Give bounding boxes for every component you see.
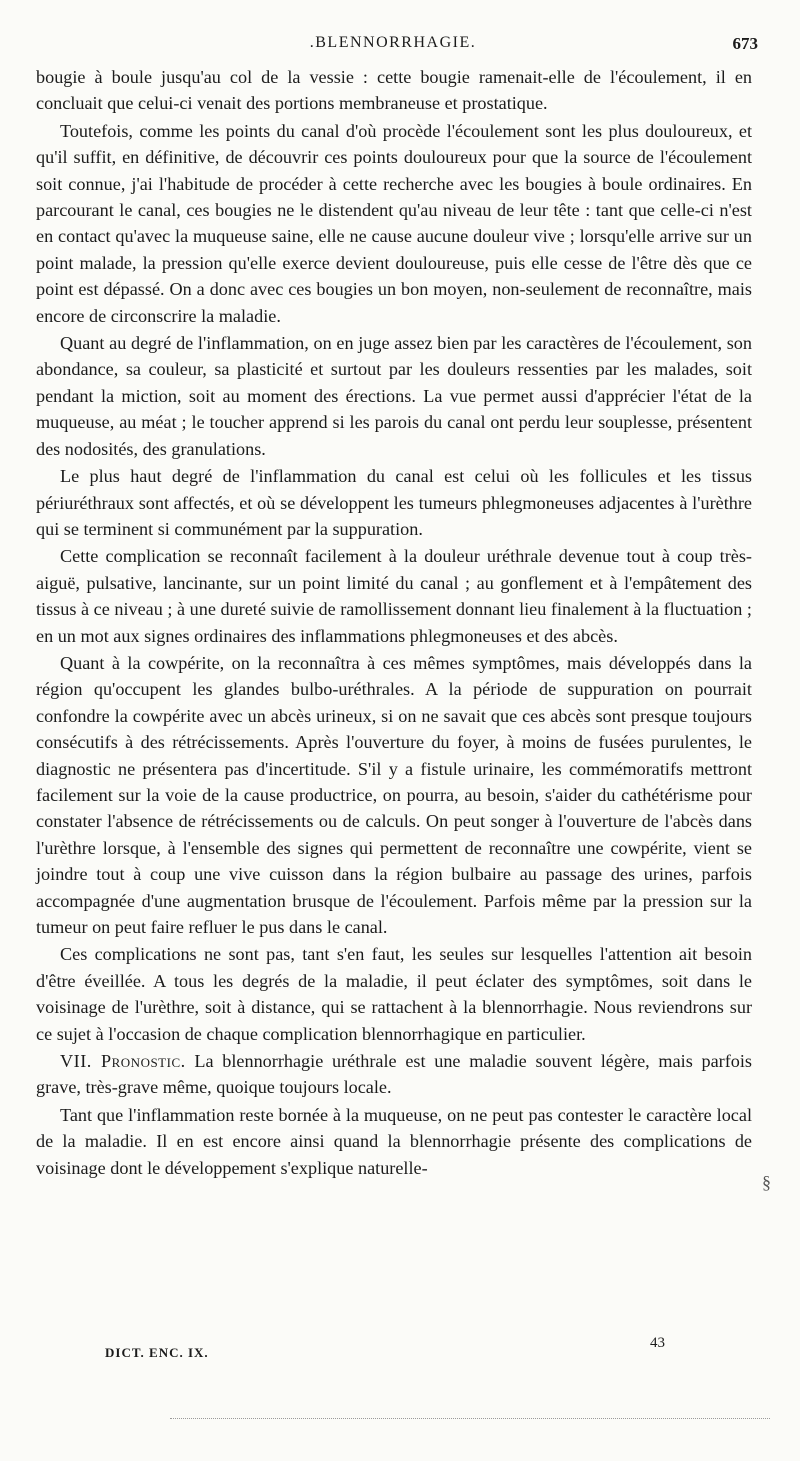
- page-number: 673: [732, 34, 758, 53]
- paragraph-continuation: bougie à boule jusqu'au col de la vessie : cette bougie ramenait-elle de l'écoulement, il en concluait que celui-ci venait des portions membraneuse et prostatique.: [36, 67, 752, 114]
- signature-number: 43: [650, 1335, 665, 1351]
- scan-noise-line: [170, 1418, 770, 1419]
- margin-mark: §: [762, 1172, 771, 1192]
- paragraph-tant-que: Tant que l'inflammation reste bornée à la muqueuse, on ne peut pas contester le caractère local de la maladie. Il en est encore ainsi quand la blennorrhagie présente des complications de voisinage dont le développement s'explique naturelle-: [36, 1104, 752, 1178]
- paragraph-cowperite: Quant à la cowpérite, on la reconnaîtra à ces mêmes symptômes, mais développés dans la région qu'occupent les glandes bulbo-uréthrales. A la période de suppuration on pourrait confondre la cowpérite avec un abcès urineux, si on ne savait que ces abcès sont presque toujours consécutifs à des rétrécissements. Après l'ouverture du foyer, à moins de fusées purulentes, le diagnostic ne présentera pas d'incertitude. S'il y a fistule urinaire, les commémoratifs mettront facilement sur la voie de la cause productrice, on pourra, au besoin, s'aider du cathétérisme pour constater l'absence de rétrécissements ou de calculs. On peut songer à l'ouverture de l'abcès dans l'urèthre lorsque, à l'ensemble des signes qui permettent de reconnaître une cowpérite, vient se joindre tout à coup une vive cuisson dans la région bulbaire au passage des urines, parfois accompagnée d'une augmentation brusque de l'écoulement. Parfois même par la pression sur la tumeur on peut faire refluer le pus dans le canal.: [36, 652, 752, 937]
- section-heading-pronostic: VII. Pronostic.: [60, 1051, 186, 1072]
- paragraph-complication: Cette complication se reconnaît facilement à la douleur uréthrale devenue tout à coup très-aiguë, pulsative, lancinante, sur un point limité du canal ; au gonflement et à l'empâtement des tissus à ce niveau ; à une dureté suivie de ramollissement donnant lieu finalement à la fluctuation ; en un mot aux signes ordinaires des inflammations phlegmoneuses et des abcès.: [36, 546, 752, 646]
- signature-mark: DICT. ENC. IX.: [105, 1345, 209, 1360]
- paragraph-complications-attention: Ces complications ne sont pas, tant s'en faut, les seules sur lesquelles l'attention ait besoin d'être éveillée. A tous les degrés de la maladie, il peut éclater des symptômes, soit dans le voisinage de l'urèthre, soit à distance, qui se rattachent à la blennorrhagie. Nous reviendrons sur ce sujet à l'occasion de chaque complication blennorrhagique en particulier.: [36, 944, 752, 1044]
- paragraph-toutefois: Toutefois, comme les points du canal d'où procède l'écoulement sont les plus douloureux, et qu'il suffit, en définitive, de découvrir ces points douloureux pour que la source de l'écoulement soit connue, j'ai l'habitude de procéder à cette recherche avec les bougies à boule ordinaires. En parcourant le canal, ces bougies ne le distendent qu'au niveau de leur tête : tant que celle-ci n'est en contact qu'avec la muqueuse saine, elle ne cause aucune douleur vive ; lorsqu'elle arrive sur un point malade, la pression qu'elle exerce devient douloureuse, puis elle cesse de l'être dès que ce point est dépassé. On a donc avec ces bougies un bon moyen, non-seulement de reconnaître, mais encore de circonscrire la maladie.: [36, 120, 752, 326]
- paragraph-degre-inflammation: Quant au degré de l'inflammation, on en juge assez bien par les caractères de l'écoulement, son abondance, sa couleur, sa plasticité et surtout par les douleurs ressenties par les malades, soit pendant la miction, soit au moment des érections. La vue permet aussi d'apprécier l'état de la muqueuse, au méat ; le toucher apprend si les parois du canal ont perdu leur souplesse, présentent des nodosités, des granulations.: [36, 333, 752, 459]
- paragraph-pronostic-text: La blennorrhagie uréthrale est une maladie souvent légère, mais parfois grave, très-grave même, quoique toujours locale.: [36, 1051, 752, 1098]
- paragraph-plus-haut-degre: Le plus haut degré de l'inflammation du canal est celui où les follicules et les tissus périuréthraux sont affectés, et où se développent les tumeurs phlegmoneuses adjacentes à l'urèthre qui se terminent si communément par la suppuration.: [36, 466, 752, 539]
- running-title: .BLENNORRHAGIE.: [309, 34, 477, 51]
- paragraph-pronostic: [36, 1048, 752, 1101]
- signature-footer: [60, 1335, 700, 1359]
- body-text: [36, 64, 752, 1182]
- running-head: [28, 34, 758, 56]
